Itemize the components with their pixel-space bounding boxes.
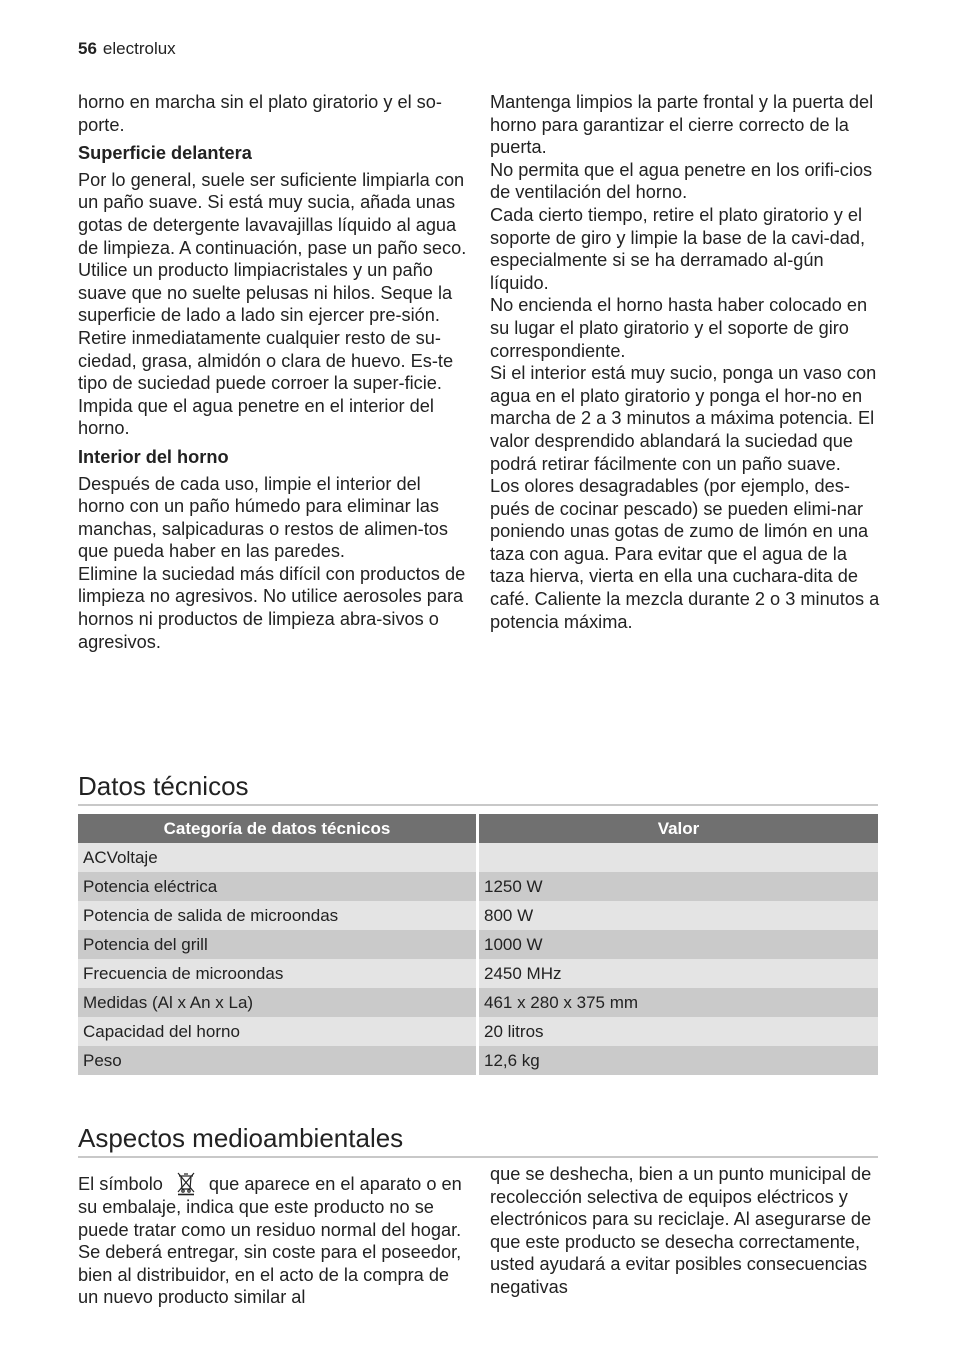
table-cell-value: 1000 W — [478, 930, 879, 959]
right-column — [490, 91, 880, 633]
paragraph: Si el interior está muy sucio, ponga un vaso con agua en el plato giratorio y ponga el hor-no en marcha de 2 a 3 minutos a máxima potencia. El valor desprendido ablandará la suciedad que podrá retirar fácilmente con un paño suave. — [490, 363, 877, 474]
table-cell-category: Medidas (Al x An x La) — [78, 988, 478, 1017]
left-column — [78, 91, 468, 653]
table-cell-value: 800 W — [478, 901, 879, 930]
paragraph: Cada cierto tiempo, retire el plato giratorio y el soporte de giro y limpie la base de la cavi-dad, especialmente si se ha derramado al-gún líquido. — [490, 204, 866, 293]
subheading-oven-interior: Interior del horno — [78, 446, 229, 467]
paragraph: Después de cada uso, limpie el interior del horno con un paño húmedo para eliminar las manchas, salpicaduras o restos de alimen-tos que pueda haber en las paredes. — [78, 473, 448, 562]
section-title-tech-data: Datos técnicos — [78, 771, 878, 806]
paragraph: Impida que el agua penetre en el interior del horno. — [78, 395, 434, 439]
column-header-value: Valor — [478, 814, 879, 843]
table-cell-category: Potencia del grill — [78, 930, 478, 959]
table-cell-category: Potencia eléctrica — [78, 872, 478, 901]
paragraph: Retire inmediatamente cualquier resto de su-ciedad, grasa, almidón o clara de huevo. Es-te tipo de suciedad puede corroer la super-ficie. — [78, 327, 454, 394]
table-row — [78, 901, 878, 930]
env-right-column — [490, 1163, 880, 1299]
table-cell-category: Capacidad del horno — [78, 1017, 478, 1046]
table-row — [78, 1017, 878, 1046]
table-cell-value: 1250 W — [478, 872, 879, 901]
paragraph: No permita que el agua penetre en los orifi-cios de ventilación del horno. — [490, 159, 873, 203]
paragraph: No encienda el horno hasta haber colocado en su lugar el plato giratorio y el soporte de giro correspondiente. — [490, 295, 868, 361]
table-cell-category: Frecuencia de microondas — [78, 959, 478, 988]
table-row — [78, 1046, 878, 1075]
subheading-front-surface: Superficie delantera — [78, 143, 252, 164]
page-header — [78, 39, 176, 59]
table-cell-value: 461 x 280 x 375 mm — [478, 988, 879, 1017]
table-header-row — [78, 814, 878, 843]
table-row — [78, 988, 878, 1017]
table-row — [78, 959, 878, 988]
table-row — [78, 930, 878, 959]
table-cell-value: 12,6 kg — [478, 1046, 879, 1075]
table-row — [78, 872, 878, 901]
crossed-bin-icon — [173, 1170, 199, 1196]
table-cell-value: 2450 MHz — [478, 959, 879, 988]
env-left-column — [78, 1170, 468, 1309]
paragraph: Elimine la suciedad más difícil con productos de limpieza no agresivos. No utilice aerosoles para hornos ni productos de limpieza abra-sivos o agresivos. — [78, 563, 466, 652]
table-cell-category: ACVoltaje — [78, 843, 478, 872]
paragraph: Utilice un producto limpiacristales y un paño suave que no suelte pelusas ni hilos. Seque la superficie de lado a lado sin ejercer pre-sión. — [78, 260, 453, 326]
brand-name: electrolux — [102, 39, 176, 58]
column-header-category: Categoría de datos técnicos — [78, 814, 478, 843]
paragraph: Por lo general, suele ser suficiente limpiarla con un paño suave. Si está muy sucia, añada unas gotas de detergente lavavajillas líquido al agua de limpieza. A continuación, pase un paño seco. — [78, 169, 467, 258]
table-cell-category: Potencia de salida de microondas — [78, 901, 478, 930]
page-number: 56 — [78, 39, 97, 58]
paragraph: Los olores desagradables (por ejemplo, des-pués de cocinar pescado) se pueden elimi-nar poniendo unas gotas de zumo de limón en una taza con agua. Para evitar que el agua de la taza hierva, vierta en ella una cuchara-dita de café. Caliente la mezcla durante 2 o 3 minutos a potencia máxima. — [490, 476, 880, 632]
env-text-before-icon: El símbolo — [78, 1174, 163, 1194]
section-title-environment: Aspectos medioambientales — [78, 1123, 878, 1158]
tech-data-table — [78, 814, 878, 1075]
paragraph: horno en marcha sin el plato giratorio y el so-porte. — [78, 92, 442, 135]
table-row — [78, 843, 878, 872]
table-cell-value — [478, 843, 879, 872]
paragraph — [78, 1170, 468, 1309]
env-text-after-icon: que aparece en el aparato o en su embalaje, indica que este producto no se puede tratar como un residuo normal del hogar. Se deberá entregar, sin coste para el poseedor, bien al distribuidor, en el acto de la compra de un nuevo producto similar al — [78, 1174, 462, 1308]
table-cell-category: Peso — [78, 1046, 478, 1075]
paragraph: Mantenga limpios la parte frontal y la puerta del horno para garantizar el cierre correcto de la puerta. — [490, 92, 874, 158]
paragraph: que se deshecha, bien a un punto municipal de recolección selectiva de equipos eléctricos y electrónicos para su reciclaje. Al asegurarse de que este producto se desecha correctamente, usted ayudará a evitar posibles consecuencias negativas — [490, 1164, 872, 1297]
table-cell-value: 20 litros — [478, 1017, 879, 1046]
